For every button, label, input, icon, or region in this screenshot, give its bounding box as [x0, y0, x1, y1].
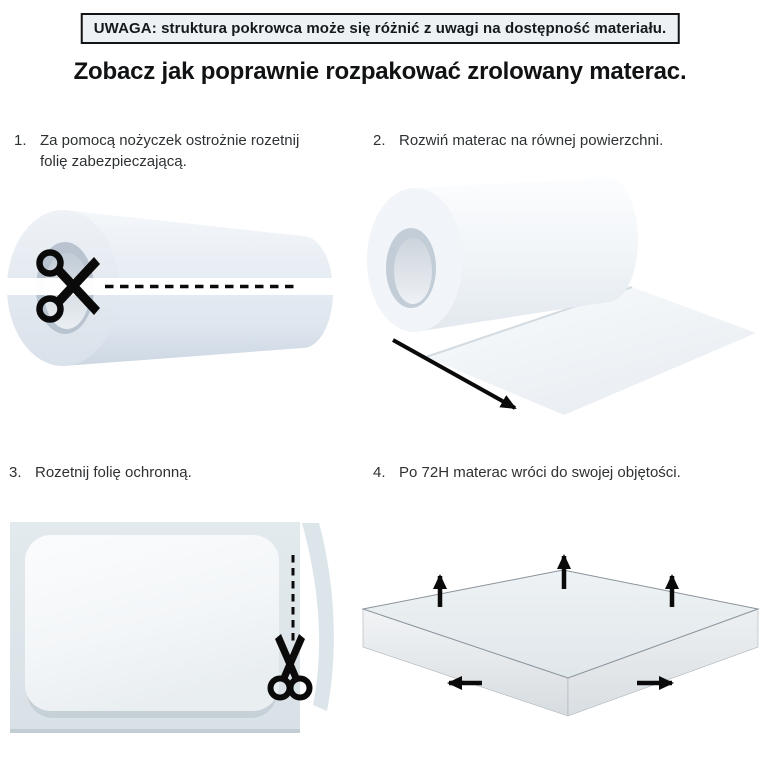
expanding-mattress-illustration [360, 545, 760, 740]
mattress-slab [363, 570, 758, 716]
step-3-description: Rozetnij folię ochronną. [35, 464, 192, 481]
rolled-mattress-illustration [5, 192, 345, 382]
step-3-text-row [0, 458, 360, 483]
step-4 [360, 458, 760, 760]
foil-cutting-illustration [8, 518, 348, 748]
step-4-text-row [360, 458, 760, 483]
cut-gap-band [5, 278, 345, 295]
unrolling-mattress-illustration [363, 168, 757, 420]
page-title: Zobacz jak poprawnie rozpakować zrolowany materac. [73, 58, 687, 85]
mattress-flat [25, 535, 279, 718]
step-4-description: Po 72H materac wróci do swojej objętości. [399, 464, 681, 481]
step-1 [0, 126, 360, 426]
step-1-text-row [0, 126, 360, 173]
step-3-number: 3. [9, 464, 22, 481]
step-2 [360, 126, 760, 426]
step-2-text-row [360, 126, 760, 151]
step-3 [0, 458, 360, 760]
step-1-number: 1. [14, 132, 27, 149]
notice-banner: UWAGA: struktura pokrowca może się różnić z uwagi na dostępność materiału. [81, 13, 680, 44]
step-1-description: Za pomocą nożyczek ostrożnie rozetnij folię zabezpieczającą. [40, 132, 300, 171]
step-4-number: 4. [373, 464, 386, 481]
step-2-description: Rozwiń materac na równej powierzchni. [399, 132, 664, 149]
step-2-number: 2. [373, 132, 386, 149]
